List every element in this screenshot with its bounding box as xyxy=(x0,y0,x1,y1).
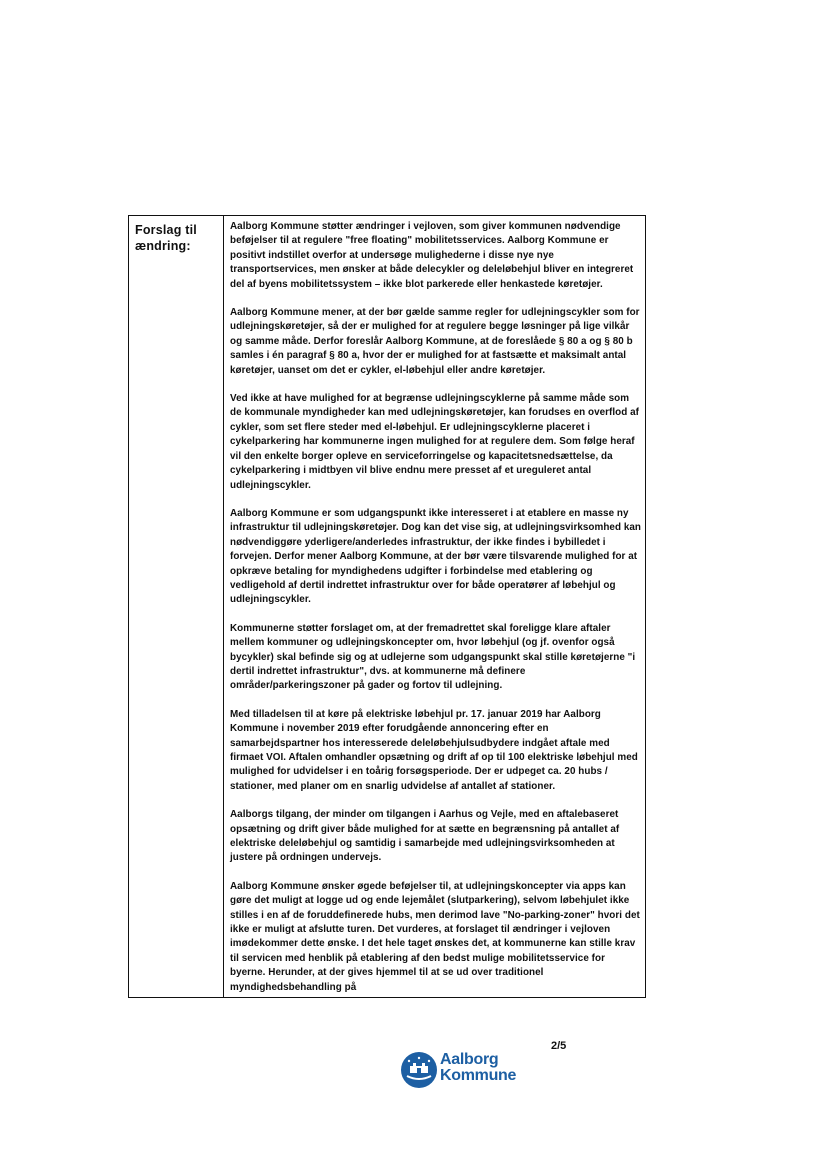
logo-line-2: Kommune xyxy=(440,1067,517,1084)
page-number: 2/5 xyxy=(551,1040,567,1052)
logo-emblem-icon xyxy=(400,1051,438,1089)
proposal-label: Forslag til ændring: xyxy=(135,223,197,253)
proposal-table xyxy=(128,215,646,998)
logo-line-1: Aalborg xyxy=(440,1051,499,1068)
paragraph: Aalborg Kommune støtter ændringer i vejloven, som giver kommunen nødvendige beføjelser til at regulere "free floating" mobilitetsservices. Aalborg Kommune er positivt indstillet overfor at undersøge mulighederne i disse nye nye transportservices, men ønsker at både delecykler og deleløbehjul bliver en integreret del af byens mobilitetssystem – ikke blot parkerede eller henkastede køretøjer. xyxy=(230,221,634,290)
paragraph: Kommunerne støtter forslaget om, at der fremadrettet skal foreligge klare aftaler mellem kommuner og udlejningskoncepter om, hvor løbehjul (og jf. ovenfor også bycykler) skal befinde sig og at udlejerne som udgangspunkt skal stille køretøjerne "i dertil indrettet infrastruktur", dvs. at kommunerne må definere områder/parkeringszoner på gader og fortov til udlejning. xyxy=(230,622,636,692)
paragraph: Med tilladelsen til at køre på elektriske løbehjul pr. 17. januar 2019 har Aalborg Kommune i november 2019 efter forudgående annoncering efter en samarbejdspartner hos interesserede deleløbehjulsudbydere indgået aftale med firmaet VOI. Aftalen omhandler opsætning og drift af op til 100 elektriske løbehjul med mulighed for udvidelser i en toårig forsøgsperiode. Der er udpeget ca. 20 hubs / stationer, med planer om en snarlig udvidelse af antallet af stationer. xyxy=(230,708,638,792)
label-column xyxy=(129,216,224,997)
paragraph: Aalborgs tilgang, der minder om tilgangen i Aarhus og Vejle, med en aftalebaseret opsætning og drift giver både mulighed for at sætte en begrænsning på antallet af elektriske deleløbehjul og samtidig i samarbejde med udlejningsvirksomheden at justere på ordningen undervejs. xyxy=(230,809,620,864)
paragraph: Ved ikke at have mulighed for at begrænse udlejningscyklerne på samme måde som de kommunale myndigheder kan med udlejningskøretøjer, kan forudses en overflod af cykler, som set flere steder med el-løbehjul. Er udlejningscyklerne placeret i cykelparkering har kommunerne ingen mulighed for at regulere dem. Som følge heraf vil den enkelte borger opleve en serviceforringelse og kapacitetsnedsættelse, da cykelparkering i midtbyen vil blive endnu mere presset af et ureguleret antal udlejningscykler. xyxy=(230,393,640,491)
paragraph: Aalborg Kommune mener, at der bør gælde samme regler for udlejningscykler som for udlejningskøretøjer, så der er mulighed for at regulere begge løsninger på lige vilkår og samme måde. Derfor foreslår Aalborg Kommune, at de foreslåede § 80 a og § 80 b samles i én paragraf § 80 a, hvor der er mulighed for at fastsætte et maksimalt antal køretøjer, uanset om det er cykler, el-løbehjul eller andre køretøjer. xyxy=(230,307,640,376)
paragraph: Aalborg Kommune ønsker øgede beføjelser til, at udlejningskoncepter via apps kan gøre det muligt at logge ud og ende lejemålet (slutparkering), selvom løbehjulet ikke stilles i en af de foruddefinerede hubs, men derimod lave "No-parking-zoner" hvori det ikke er muligt at afslutte turen. Det vurderes, at forslaget til ændringer i vejloven imødekommer dette ønske. I det hele taget ønskes det, at kommunerne kan stille krav til servicen med henblik på etablering af den bedst mulige mobilitetsservice for byerne. Herunder, at der gives hjemmel til at se ud over traditionel myndighedsbehandling på xyxy=(230,880,640,993)
content-column xyxy=(224,216,645,997)
logo-wordmark xyxy=(440,1052,516,1084)
paragraph: Aalborg Kommune er som udgangspunkt ikke interesseret i at etablere en masse ny infrastruktur til udlejningskøretøjer. Dog kan det vise sig, at udlejningsvirksomhed kan nødvendiggøre yderligere/anderledes infrastruktur, der ikke findes i bybilledet i forvejen. Derfor mener Aalborg Kommune, at der bør være tilsvarende mulighed for at opkræve betaling for myndighedens udgifter i forbindelse med etablering og vedligehold af dertil indrettet infrastruktur over for både operatører af løbehjul og udlejningscykler. xyxy=(230,507,642,606)
aalborg-kommune-logo xyxy=(400,1051,530,1095)
